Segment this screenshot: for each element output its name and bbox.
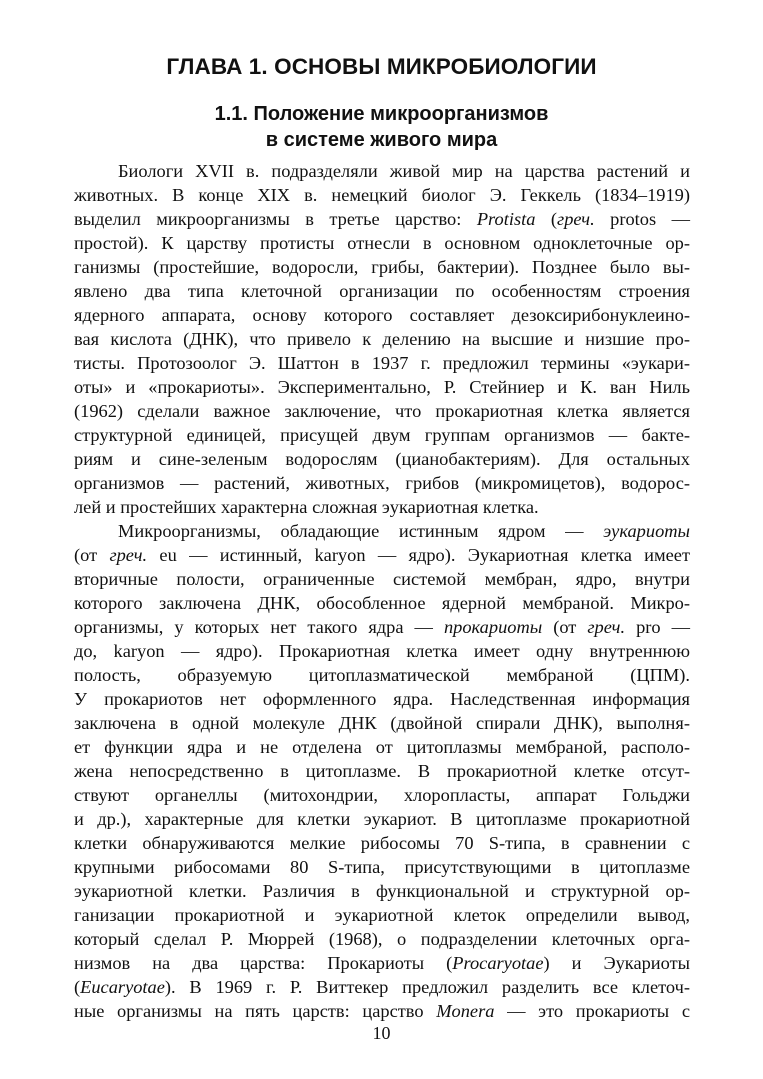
text-line: Микроорганизмы, обладающие истинным ядром — эукариоты — [118, 521, 690, 541]
paragraph-2 — [74, 519, 690, 1023]
text-line: животных. В конце XIX в. немецкий биолог Э. Геккель (1834–1919) — [74, 185, 690, 205]
text-line: ганизации прокариотной и эукариотной клеток определили вывод, — [74, 905, 690, 925]
text-line: ядерного аппарата, основу которого составляет дезоксирибонуклеино- — [74, 305, 690, 325]
text-line: ствуют органеллы (митохондрии, хлоропласты, аппарат Гольджи — [74, 785, 690, 805]
text-line: вторичные полости, ограниченные системой мембран, ядро, внутри — [74, 569, 690, 589]
text-line: организмы, у которых нет такого ядра — прокариоты (от греч. pro — — [74, 617, 691, 637]
text-line: который сделал Р. Мюррей (1968), о подразделении клеточных орга- — [74, 929, 690, 949]
text-line: ные организмы на пять царств: царство Monera — это прокариоты с — [74, 1001, 690, 1021]
text-line: ганизмы (простейшие, водоросли, грибы, бактерии). Позднее было вы- — [74, 257, 690, 277]
text-line: оты» и «прокариоты». Экспериментально, Р. Стейниер и К. ван Ниль — [74, 377, 690, 397]
text-line: Биологи XVII в. подразделяли живой мир на царства растений и — [118, 161, 690, 181]
text-line: ет функции ядра и не отделена от цитоплазмы мембраной, располо- — [74, 737, 690, 757]
chapter-title: ГЛАВА 1. ОСНОВЫ МИКРОБИОЛОГИИ — [166, 54, 597, 79]
text-line: выделил микроорганизмы в третье царство: Protista (греч. protos — — [74, 209, 690, 229]
text-line: структурной единицей, присущей двум группам организмов — бакте- — [74, 425, 690, 445]
text-line: низмов на два царства: Прокариоты (Procaryotae) и Эукариоты — [74, 953, 690, 973]
section-title-line-1: 1.1. Положение микроорганизмов — [214, 103, 549, 125]
text-line: простой). К царству протисты отнесли в основном одноклеточные ор- — [74, 233, 690, 253]
text-line: явлено два типа клеточной организации по особенностям строения — [74, 281, 690, 301]
text-line: крупными рибосомами 80 S-типа, присутствующими в цитоплазме — [74, 857, 690, 877]
text-line: которого заключена ДНК, обособленное ядерной мембраной. Микро- — [74, 593, 690, 613]
paragraph-1 — [74, 159, 690, 519]
text-line: организмов — растений, животных, грибов (микромицетов), водорос- — [74, 473, 690, 493]
text-line: жена непосредственно в цитоплазме. В прокариотной клетке отсут- — [74, 761, 690, 781]
text-line: заключена в одной молекуле ДНК (двойной спирали ДНК), выполня- — [74, 713, 690, 733]
text-line: лей и простейших характерна сложная эукариотная клетка. — [74, 497, 539, 517]
text-line: эукариотной клетки. Различия в функциональной и структурной ор- — [74, 881, 690, 901]
text-line: У прокариотов нет оформленного ядра. Наследственная информация — [74, 689, 690, 709]
text-line: до, karyon — ядро). Прокариотная клетка имеет одну внутреннюю — [74, 641, 690, 661]
section-title — [0, 101, 763, 153]
section-title-line-2: в системе живого мира — [265, 129, 498, 151]
text-line: вая кислота (ДНК), что привело к делению на высшие и низшие про- — [74, 329, 690, 349]
text-line: и др.), характерные для клетки эукариот. В цитоплазме прокариотной — [74, 809, 690, 829]
text-line: клетки обнаруживаются мелкие рибосомы 70 S-типа, в сравнении с — [74, 833, 690, 853]
text-line: (Eucaryotae). В 1969 г. Р. Виттекер предложил разделить все клеточ- — [74, 977, 690, 997]
text-line: тисты. Протозоолог Э. Шаттон в 1937 г. предложил термины «эукари- — [74, 353, 690, 373]
text-line: (1962) сделали важное заключение, что прокариотная клетка является — [74, 401, 690, 421]
text-line: (от греч. eu — истинный, karyon — ядро). Эукариотная клетка имеет — [74, 545, 691, 565]
body-text — [74, 159, 690, 1023]
text-line: полость, образуемую цитоплазматической мембраной (ЦПМ). — [74, 665, 690, 685]
page-number: 10 — [372, 1023, 391, 1043]
text-line: риям и сине-зеленым водорослям (цианобактериям). Для остальных — [74, 449, 690, 469]
